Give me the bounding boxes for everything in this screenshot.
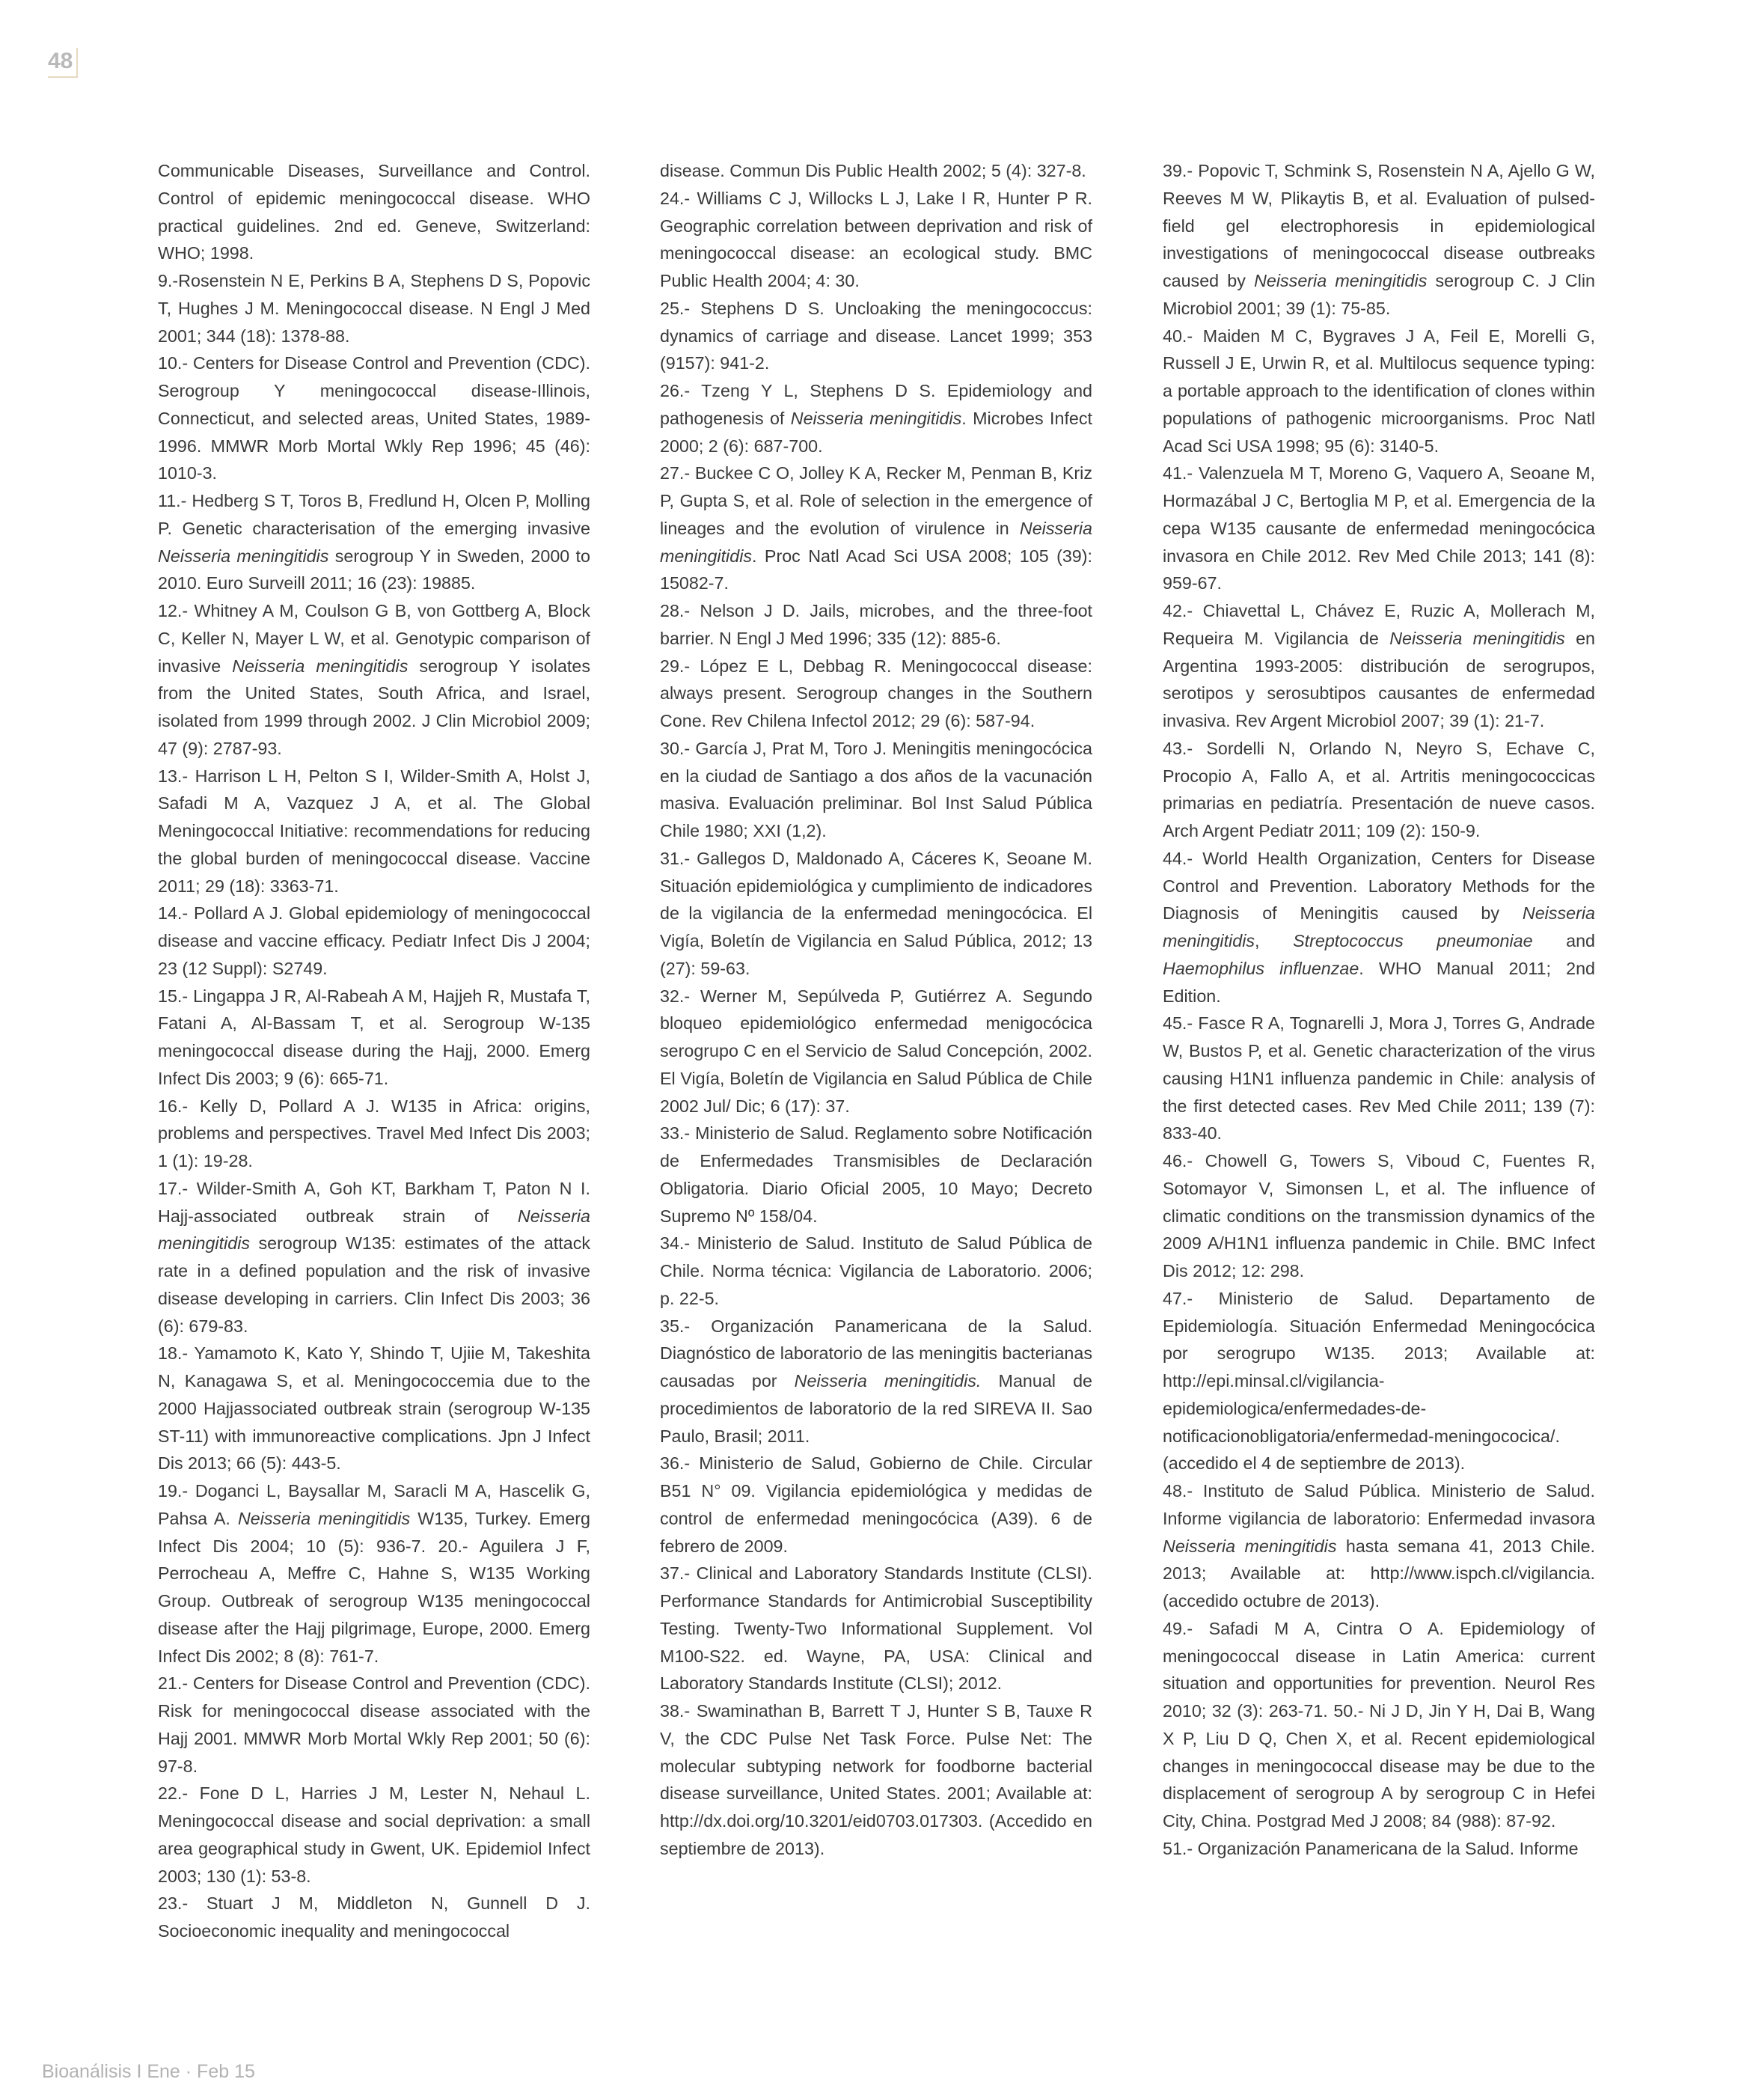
reference-entry: 11.- Hedberg S T, Toros B, Fredlund H, Olcen P, Molling P. Genetic characterisation of the emerging invasive Neisseria meningitidis serogroup Y in Sweden, 2000 to 2010. Euro Surveill 2011; 16 (23): 19885. xyxy=(158,491,590,593)
reference-entry: 36.- Ministerio de Salud, Gobierno de Chile. Circular B51 N° 09. Vigilancia epidemiológica y medidas de control de enfermedad meningocócica (A39). 6 de febrero de 2009. xyxy=(660,1453,1092,1556)
reference-entry: 27.- Buckee C O, Jolley K A, Recker M, Penman B, Kriz P, Gupta S, et al. Role of selection in the emergence of lineages and the evolution of virulence in Neisseria meningitidis. Proc Natl Acad Sci USA 2008; 105 (39): 15082-7. xyxy=(660,463,1092,593)
reference-entry: 49.- Safadi M A, Cintra O A. Epidemiology of meningococcal disease in Latin America: current situation and opportunities for prevention. Neurol Res 2010; 32 (3): 263-71. 50.- Ni J D, Jin Y H, Dai B, Wang X P, Liu D Q, Chen X, et al. Recent epidemiological changes in meningococcal disease may be due to the displacement of serogroup A by serogroup C in Hefei City, China. Postgrad Med J 2008; 84 (988): 87-92. xyxy=(1163,1618,1595,1831)
reference-entry: 46.- Chowell G, Towers S, Viboud C, Fuentes R, Sotomayor V, Simonsen L, et al. The influence of climatic conditions on the transmission dynamics of the 2009 A/H1N1 influenza pandemic in Chile. BMC Infect Dis 2012; 12: 298. xyxy=(1163,1151,1595,1281)
reference-entry: 34.- Ministerio de Salud. Instituto de Salud Pública de Chile. Norma técnica: Vigilancia de Laboratorio. 2006; p. 22-5. xyxy=(660,1233,1092,1308)
reference-entry: 47.- Ministerio de Salud. Departamento de Epidemiología. Situación Enfermedad Meningocócica por serogrupo W135. 2013; Available at: http://epi.minsal.cl/vigilancia-epidemiologica/enfermedades-de-notificacionobligatoria/enfermedad-meningococica/. (accedido el 4 de septiembre de 2013). xyxy=(1163,1288,1595,1474)
reference-entry: 9.-Rosenstein N E, Perkins B A, Stephens D S, Popovic T, Hughes J M. Meningococcal disease. N Engl J Med 2001; 344 (18): 1378-88. xyxy=(158,271,590,346)
reference-entry: 35.- Organización Panamericana de la Salud. Diagnóstico de laboratorio de las meningitis bacterianas causadas por Neisseria meningitidis. Manual de procedimientos de laboratorio de la red SIREVA II. Sao Paulo, Brasil; 2011. xyxy=(660,1316,1092,1446)
reference-entry: 15.- Lingappa J R, Al-Rabeah A M, Hajjeh R, Mustafa T, Fatani A, Al-Bassam T, et al. Serogroup W-135 meningococcal disease during the Hajj, 2000. Emerg Infect Dis 2003; 9 (6): 665-71. xyxy=(158,986,590,1088)
reference-entry: disease. Commun Dis Public Health 2002; 5 (4): 327-8. xyxy=(660,161,1086,180)
reference-entry: 19.- Doganci L, Baysallar M, Saracli M A, Hascelik G, Pahsa A. Neisseria meningitidis W135, Turkey. Emerg Infect Dis 2004; 10 (5): 936-7. 20.- Aguilera J F, Perrocheau A, Meffre C, Hahne S, W135 Working Group. Outbreak of serogroup W135 meningococcal disease after the Hajj pilgrimage, Europe, 2000. Emerg Infect Dis 2002; 8 (8): 761-7. xyxy=(158,1481,590,1666)
reference-entry: 18.- Yamamoto K, Kato Y, Shindo T, Ujiie M, Takeshita N, Kanagawa S, et al. Meningococcemia due to the 2000 Hajjassociated outbreak strain (serogroup W-135 ST-11) with immunoreactive complications. Jpn J Infect Dis 2013; 66 (5): 443-5. xyxy=(158,1343,590,1474)
reference-entry: 42.- Chiavettal L, Chávez E, Ruzic A, Mollerach M, Requeira M. Vigilancia de Neisseria meningitidis en Argentina 1993-2005: distribución de serogrupos, serotipos y serosubtipos causantes de enfermedad invasiva. Rev Argent Microbiol 2007; 39 (1): 21-7. xyxy=(1163,601,1596,730)
reference-entry: 43.- Sordelli N, Orlando N, Neyro S, Echave C, Procopio A, Fallo A, et al. Artritis meningococcicas primarias en pediatría. Presentación de nueve casos. Arch Argent Pediatr 2011; 109 (2): 150-9. xyxy=(1163,738,1595,840)
reference-entry: 28.- Nelson J D. Jails, microbes, and the three-foot barrier. N Engl J Med 1996; 335 (12): 885-6. xyxy=(660,601,1092,648)
reference-entry: 17.- Wilder-Smith A, Goh KT, Barkham T, Paton N I. Hajj-associated outbreak strain of Neisseria meningitidis serogroup W135: estimates of the attack rate in a defined population and the risk of invasive disease developing in carriers. Clin Infect Dis 2003; 36 (6): 679-83. xyxy=(158,1178,590,1336)
reference-entry: 13.- Harrison L H, Pelton S I, Wilder-Smith A, Holst J, Safadi M A, Vazquez J A, et al. The Global Meningococcal Initiative: recommendations for reducing the global burden of meningococcal disease. Vaccine 2011; 29 (18): 3363-71. xyxy=(158,766,590,896)
reference-entry: 40.- Maiden M C, Bygraves J A, Feil E, Morelli G, Russell J E, Urwin R, et al. Multilocus sequence typing: a portable approach to the identification of clones within populations of pathogenic microorganisms. Proc Natl Acad Sci USA 1998; 95 (6): 3140-5. xyxy=(1163,326,1595,456)
reference-entry: 39.- Popovic T, Schmink S, Rosenstein N A, Ajello G W, Reeves M W, Plikaytis B, et al. Evaluation of pulsed-field gel electrophoresis in epidemiological investigations of meningococcal disease outbreaks caused by Neisseria meningitidis serogroup C. J Clin Microbiol 2001; 39 (1): 75-85. xyxy=(1163,161,1595,318)
reference-entry: 30.- García J, Prat M, Toro J. Meningitis meningocócica en la ciudad de Santiago a dos años de la vacunación masiva. Evaluación preliminar. Bol Inst Salud Pública Chile 1980; XXI (1,2). xyxy=(660,738,1092,840)
references-column-3 xyxy=(1163,157,1595,1863)
reference-entry: 33.- Ministerio de Salud. Reglamento sobre Notificación de Enfermedades Transmisibles de Declaración Obligatoria. Diario Oficial 2005, 10 Mayo; Decreto Supremo Nº 158/04. xyxy=(660,1123,1092,1226)
page-number: 48 xyxy=(48,48,78,78)
reference-entry: 38.- Swaminathan B, Barrett T J, Hunter S B, Tauxe R V, the CDC Pulse Net Task Force. Pulse Net: The molecular subtyping network for foodborne bacterial disease surveillance, United States. 2001; Available at: http://dx.doi.org/10.3201/eid0703.017303. (Accedido en septiembre de 2013). xyxy=(660,1701,1092,1858)
reference-entry: 41.- Valenzuela M T, Moreno G, Vaquero A, Seoane M, Hormazábal J C, Bertoglia M P, et al. Emergencia de la cepa W135 causante de enfermedad meningocócica invasora en Chile 2012. Rev Med Chile 2013; 141 (8): 959-67. xyxy=(1163,463,1595,593)
reference-entry: 26.- Tzeng Y L, Stephens D S. Epidemiology and pathogenesis of Neisseria meningitidis. Microbes Infect 2000; 2 (6): 687-700. xyxy=(660,381,1092,456)
reference-entry: 29.- López E L, Debbag R. Meningococcal disease: always present. Serogroup changes in the Southern Cone. Rev Chilena Infectol 2012; 29 (6): 587-94. xyxy=(660,656,1092,730)
reference-entry: 51.- Organización Panamericana de la Salud. Informe xyxy=(1163,1838,1579,1858)
reference-entry: 21.- Centers for Disease Control and Prevention (CDC). Risk for meningococcal disease associated with the Hajj 2001. MMWR Morb Mortal Wkly Rep 2001; 50 (6): 97-8. xyxy=(158,1673,590,1776)
reference-entry: Communicable Diseases, Surveillance and Control. Control of epidemic meningococcal disease. WHO practical guidelines. 2nd ed. Geneve, Switzerland: WHO; 1998. xyxy=(158,161,590,263)
reference-entry: 44.- World Health Organization, Centers for Disease Control and Prevention. Laboratory Methods for the Diagnosis of Meningitis caused by Neisseria meningitidis, Streptococcus pneumoniae and Haemophilus influenzae. WHO Manual 2011; 2nd Edition. xyxy=(1163,848,1596,1006)
reference-entry: 31.- Gallegos D, Maldonado A, Cáceres K, Seoane M. Situación epidemiológica y cumplimiento de indicadores de la vigilancia de la enfermedad meningocócica. El Vigía, Boletín de Vigilancia en Salud Pública, 2012; 13 (27): 59-63. xyxy=(660,848,1092,978)
reference-entry: 45.- Fasce R A, Tognarelli J, Mora J, Torres G, Andrade W, Bustos P, et al. Genetic characterization of the virus causing H1N1 influenza pandemic in Chile: analysis of the first detected cases. Rev Med Chile 2011; 139 (7): 833-40. xyxy=(1163,1013,1595,1144)
reference-entry: 14.- Pollard A J. Global epidemiology of meningococcal disease and vaccine efficacy. Pediatr Infect Dis J 2004; 23 (12 Suppl): S2749. xyxy=(158,903,590,978)
reference-entry: 12.- Whitney A M, Coulson G B, von Gottberg A, Block C, Keller N, Mayer L W, et al. Genotypic comparison of invasive Neisseria meningitidis serogroup Y isolates from the United States, South Africa, and Israel, isolated from 1999 through 2002. J Clin Microbiol 2009; 47 (9): 2787-93. xyxy=(158,601,591,758)
footer-journal-issue: Bioanálisis I Ene · Feb 15 xyxy=(42,2061,255,2082)
references-column-1 xyxy=(158,157,590,1945)
references-column-2 xyxy=(660,157,1092,1863)
reference-entry: 10.- Centers for Disease Control and Prevention (CDC). Serogroup Y meningococcal disease-Illinois, Connecticut, and selected areas, United States, 1989-1996. MMWR Morb Mortal Wkly Rep 1996; 45 (46): 1010-3. xyxy=(158,353,590,483)
reference-entry: 32.- Werner M, Sepúlveda P, Gutiérrez A. Segundo bloqueo epidemiológico enfermedad menigocócica serogrupo C en el Servicio de Salud Concepción, 2002. El Vigía, Boletín de Vigilancia en Salud Pública de Chile 2002 Jul/ Dic; 6 (17): 37. xyxy=(660,986,1092,1116)
reference-entry: 22.- Fone D L, Harries J M, Lester N, Nehaul L. Meningococcal disease and social deprivation: a small area geographical study in Gwent, UK. Epidemiol Infect 2003; 130 (1): 53-8. xyxy=(158,1783,590,1886)
reference-entry: 16.- Kelly D, Pollard A J. W135 in Africa: origins, problems and perspectives. Travel Med Infect Dis 2003; 1 (1): 19-28. xyxy=(158,1096,590,1170)
reference-entry: 48.- Instituto de Salud Pública. Ministerio de Salud. Informe vigilancia de laboratorio: Enfermedad invasora Neisseria meningitidis hasta semana 41, 2013 Chile. 2013; Available at: http://www.ispch.cl/vigilancia. (accedido octubre de 2013). xyxy=(1163,1481,1596,1611)
reference-entry: 23.- Stuart J M, Middleton N, Gunnell D J. Socioeconomic inequality and meningococcal xyxy=(158,1893,590,1941)
reference-entry: 25.- Stephens D S. Uncloaking the meningococcus: dynamics of carriage and disease. Lancet 1999; 353 (9157): 941-2. xyxy=(660,298,1092,373)
reference-entry: 24.- Williams C J, Willocks L J, Lake I R, Hunter P R. Geographic correlation between deprivation and risk of meningococcal disease: an ecological study. BMC Public Health 2004; 4: 30. xyxy=(660,188,1092,290)
reference-entry: 37.- Clinical and Laboratory Standards Institute (CLSI). Performance Standards for Antimicrobial Susceptibility Testing. Twenty-Two Informational Supplement. Vol M100-S22. ed. Wayne, PA, USA: Clinical and Laboratory Standards Institute (CLSI); 2012. xyxy=(660,1563,1092,1694)
